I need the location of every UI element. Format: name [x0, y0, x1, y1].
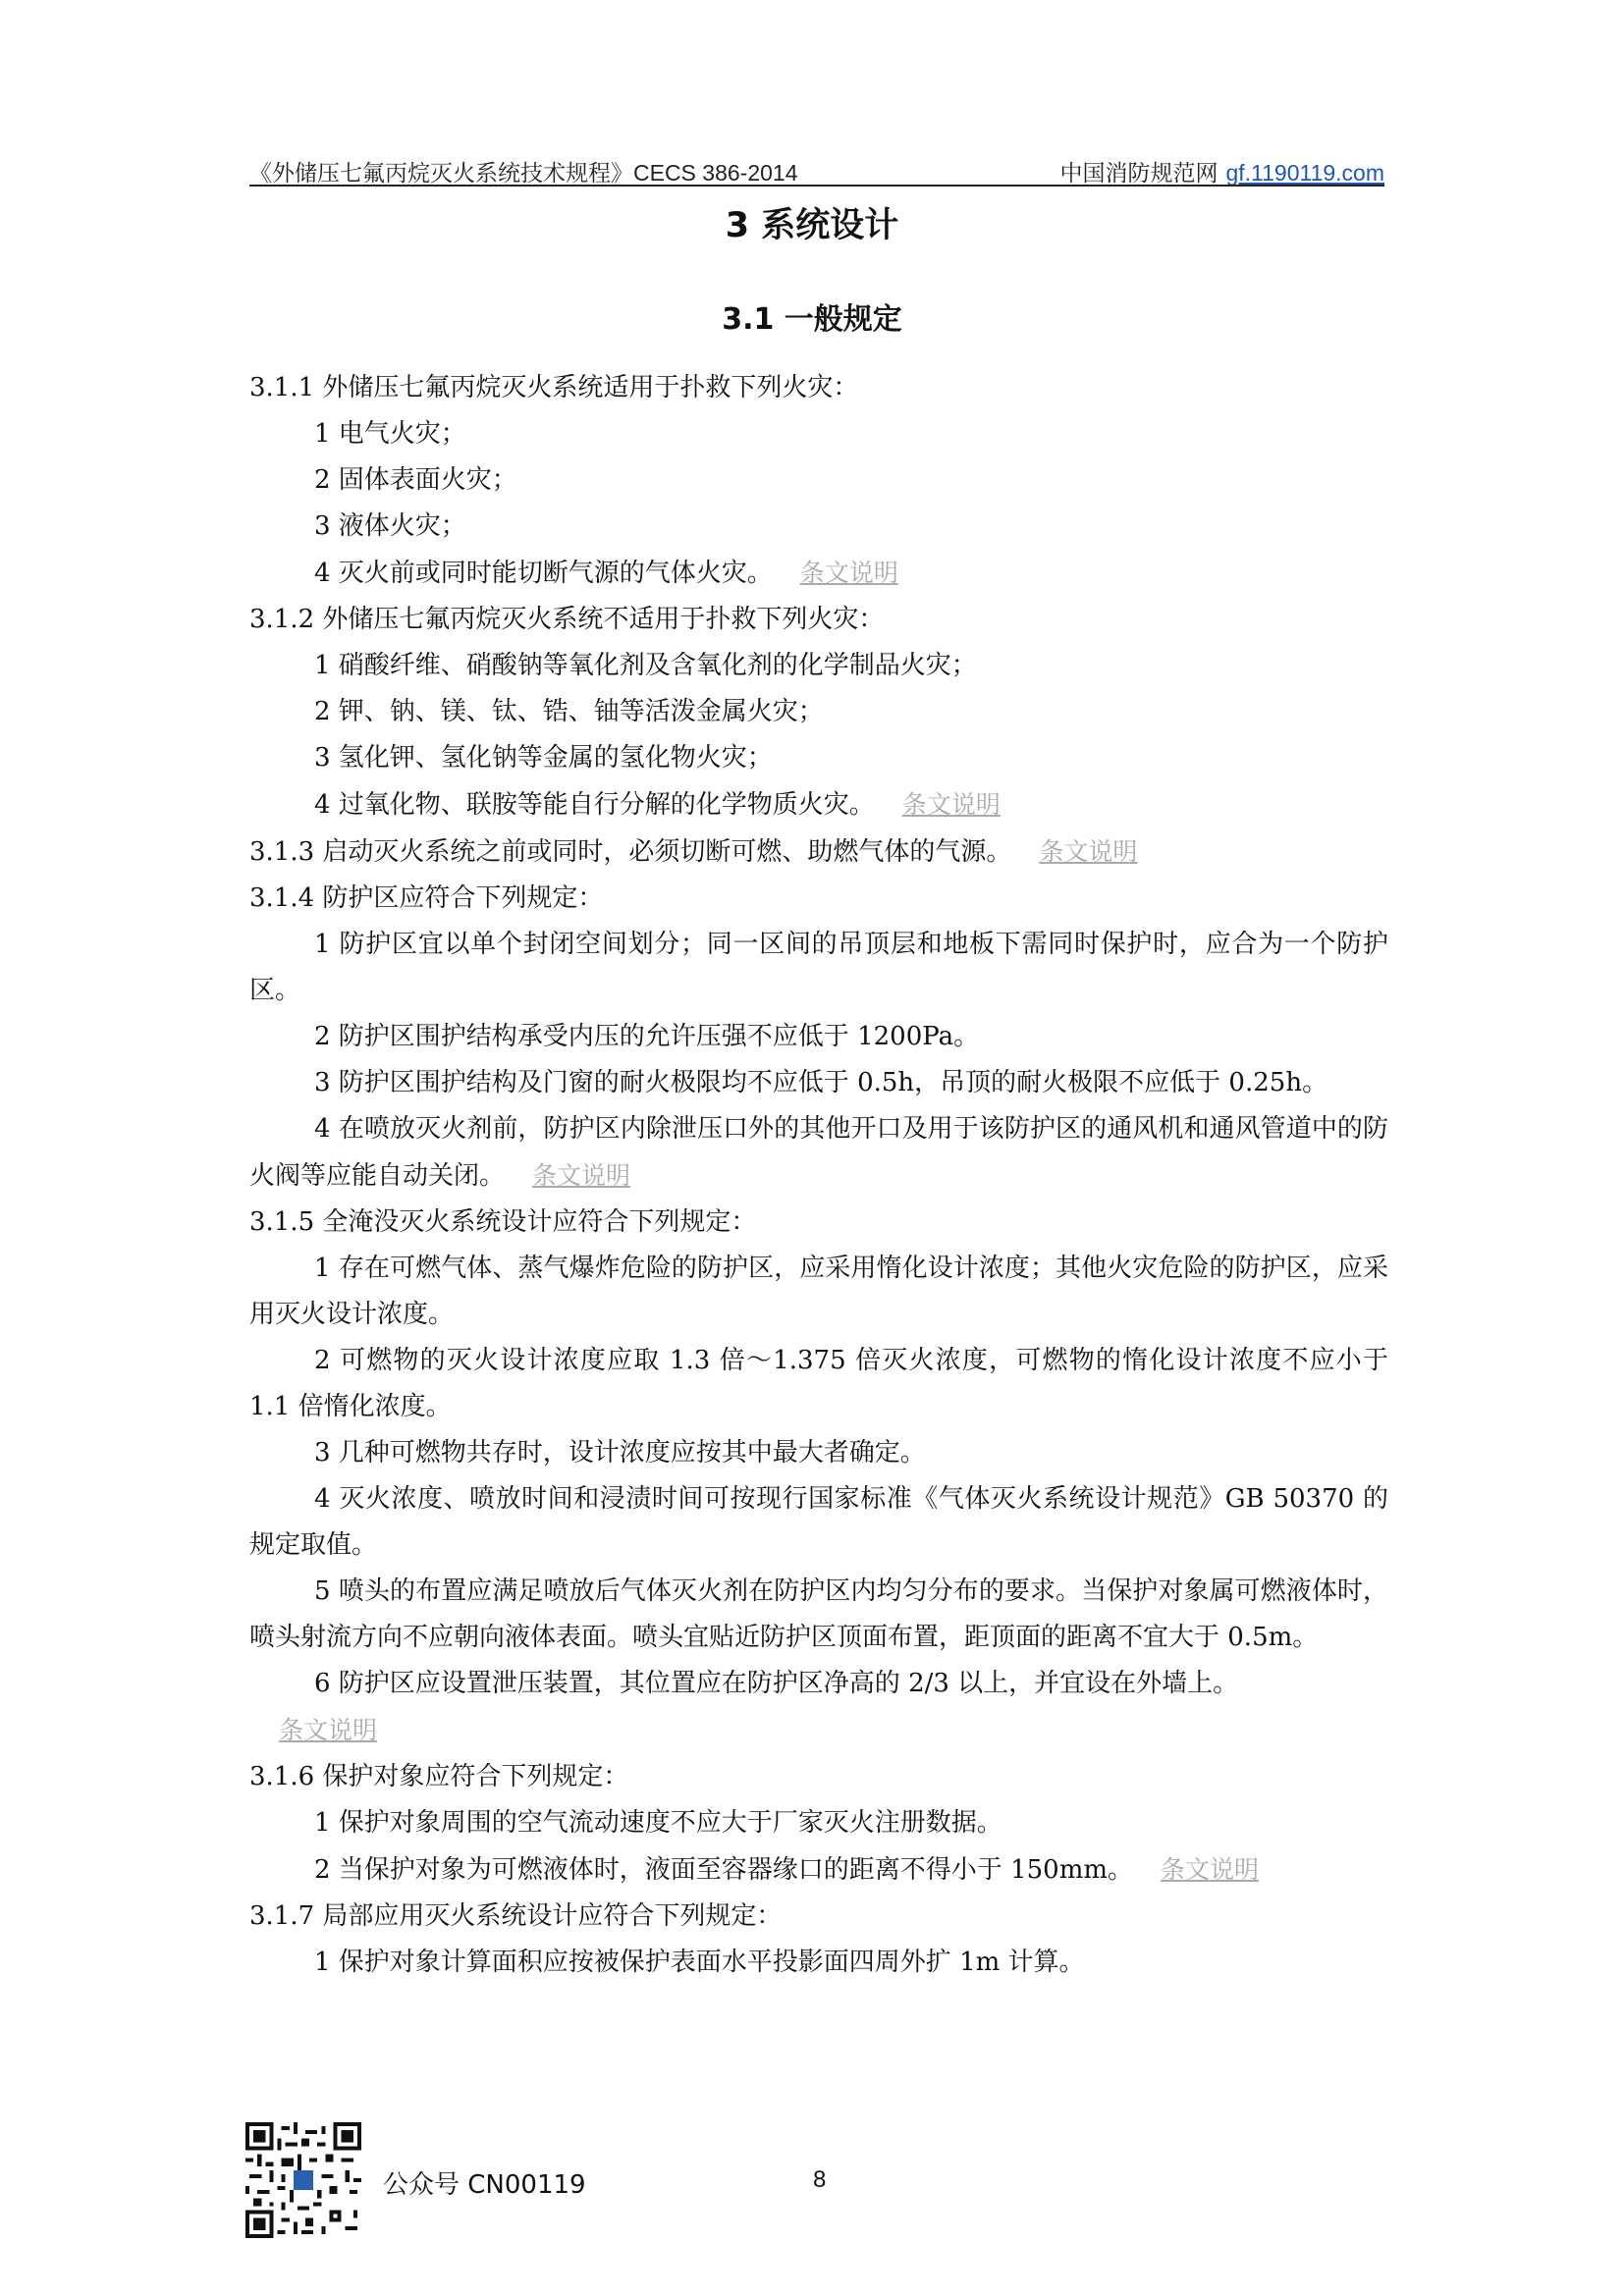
chapter-title: 3 系统设计 — [725, 206, 899, 245]
paragraph-text: 1 电气火灾； — [314, 419, 466, 449]
paragraph-text: 1 保护对象计算面积应按被保护表面水平投影面四周外扩 1m 计算。 — [314, 1948, 1085, 1977]
clause-explanation-link[interactable]: 条文说明 — [1161, 1855, 1260, 1884]
paragraph-line — [249, 1106, 1388, 1200]
paragraph-line — [249, 1430, 1388, 1476]
clause-explanation-link[interactable]: 条文说明 — [901, 790, 1001, 819]
paragraph-line — [249, 550, 1388, 597]
paragraph-line — [249, 597, 1388, 643]
paragraph-line — [249, 781, 1388, 828]
paragraph-text: 3 几种可燃物共存时，设计浓度应按其中最大者确定。 — [314, 1438, 926, 1468]
paragraph-text: 1 硝酸纤维、硝酸钠等氧化剂及含氧化剂的化学制品火灾； — [314, 651, 977, 680]
header-site-name: 中国消防规范网 — [1059, 160, 1218, 186]
paragraph-line — [249, 457, 1388, 504]
paragraph-line — [249, 1338, 1388, 1430]
paragraph-line — [249, 1476, 1388, 1569]
paragraph-text: 4 灭火前或同时能切断气源的气体火灾。 — [314, 559, 773, 588]
paragraph-line — [249, 876, 1388, 922]
paragraph-text: 1 防护区宜以单个封闭空间划分；同一区间的吊顶层和地板下需同时保护时，应合为一个防护区。 — [249, 930, 1388, 1005]
paragraph-text: 2 防护区围护结构承受内压的允许压强不应低于 1200Pa。 — [314, 1022, 980, 1051]
paragraph-line — [249, 1800, 1388, 1846]
header-site — [1059, 155, 1384, 187]
paragraph-line — [249, 922, 1388, 1014]
paragraph-text: 1 保护对象周围的空气流动速度不应大于厂家灭火注册数据。 — [314, 1808, 1002, 1838]
paragraph-line — [249, 504, 1388, 550]
paragraph-text: 3.1.4 防护区应符合下列规定： — [249, 883, 604, 913]
paragraph-text: 5 喷头的布置应满足喷放后气体灭火剂在防护区内均匀分布的要求。当保护对象属可燃液体时，喷头射流方向不应朝向液体表面。喷头宜贴近防护区顶面布置，距顶面的距离不宜大于 0.5m。 — [249, 1576, 1388, 1652]
paragraph-line — [249, 1200, 1388, 1246]
paragraph-line — [249, 1246, 1388, 1338]
paragraph-line — [249, 828, 1388, 876]
page-number: 8 — [813, 2166, 827, 2193]
paragraph-text: 2 可燃物的灭火设计浓度应取 1.3 倍～1.375 倍灭火浓度，可燃物的惰化设计浓度不应小于 1.1 倍惰化浓度。 — [249, 1346, 1388, 1421]
paragraph-line — [249, 1014, 1388, 1060]
header-document-title: 《外储压七氟丙烷灭火系统技术规程》CECS 386-2014 — [249, 160, 798, 186]
paragraph-text: 6 防护区应设置泄压装置，其位置应在防护区净高的 2/3 以上，并宜设在外墙上。 — [314, 1669, 1239, 1698]
paragraph-line — [249, 1661, 1388, 1707]
paragraph-line — [249, 1894, 1388, 1940]
section-title: 3.1 一般规定 — [722, 302, 902, 337]
clause-explanation-link[interactable]: 条文说明 — [279, 1716, 378, 1744]
paragraph-text: 3 液体火灾； — [314, 511, 466, 541]
paragraph-text: 3.1.3 启动灭火系统之前或同时，必须切断可燃、助燃气体的气源。 — [249, 837, 1012, 867]
paragraph-text: 3 防护区围护结构及门窗的耐火极限均不应低于 0.5h，吊顶的耐火极限不应低于 0.25h。 — [314, 1068, 1328, 1097]
clause-explanation-link[interactable]: 条文说明 — [1039, 837, 1138, 866]
paragraph-line — [249, 1940, 1388, 1986]
clause-explanation-link[interactable]: 条文说明 — [799, 559, 898, 587]
paragraph-line — [249, 365, 1388, 411]
paragraph-text: 3.1.7 局部应用灭火系统设计应符合下列规定： — [249, 1901, 783, 1931]
document-body — [249, 365, 1388, 1986]
paragraph-line — [249, 1754, 1388, 1800]
paragraph-line — [249, 1846, 1388, 1894]
paragraph-text: 3.1.1 外储压七氟丙烷灭火系统适用于扑救下列火灾： — [249, 373, 859, 402]
paragraph-text: 4 在喷放灭火剂前，防护区内除泄压口外的其他开口及用于该防护区的通风机和通风管道中的防火阀等应能自动关闭。 — [249, 1114, 1388, 1191]
paragraph-text: 2 固体表面火灾； — [314, 465, 517, 495]
paragraph-text: 3.1.5 全淹没灭火系统设计应符合下列规定： — [249, 1207, 757, 1237]
paragraph-text: 4 灭火浓度、喷放时间和浸渍时间可按现行国家标准《气体灭火系统设计规范》GB 50370 的规定取值。 — [249, 1484, 1388, 1560]
qr-code-icon — [245, 2122, 363, 2240]
paragraph-line — [249, 1707, 1388, 1754]
paragraph-line — [249, 1569, 1388, 1661]
paragraph-line — [249, 411, 1388, 457]
paragraph-line — [249, 735, 1388, 781]
paragraph-text: 3.1.6 保护对象应符合下列规定： — [249, 1762, 629, 1791]
paragraph-text: 3.1.2 外储压七氟丙烷灭火系统不适用于扑救下列火灾： — [249, 605, 885, 634]
paragraph-line — [249, 1060, 1388, 1106]
paragraph-line — [249, 689, 1388, 735]
clause-explanation-link[interactable]: 条文说明 — [532, 1161, 631, 1190]
header-divider — [249, 185, 1384, 187]
header-site-link[interactable]: gf.1190119.com — [1225, 160, 1384, 186]
footer-account-label: 公众号 CN00119 — [383, 2170, 586, 2200]
paragraph-line — [249, 643, 1388, 689]
paragraph-text: 4 过氧化物、联胺等能自行分解的化学物质火灾。 — [314, 790, 875, 820]
paragraph-text: 2 当保护对象为可燃液体时，液面至容器缘口的距离不得小于 150mm。 — [314, 1855, 1134, 1885]
paragraph-text: 1 存在可燃气体、蒸气爆炸危险的防护区，应采用惰化设计浓度；其他火灾危险的防护区，应采用灭火设计浓度。 — [249, 1254, 1388, 1329]
paragraph-text: 3 氢化钾、氢化钠等金属的氢化物火灾； — [314, 743, 773, 773]
paragraph-text: 2 钾、钠、镁、钛、锆、铀等活泼金属火灾； — [314, 697, 824, 726]
